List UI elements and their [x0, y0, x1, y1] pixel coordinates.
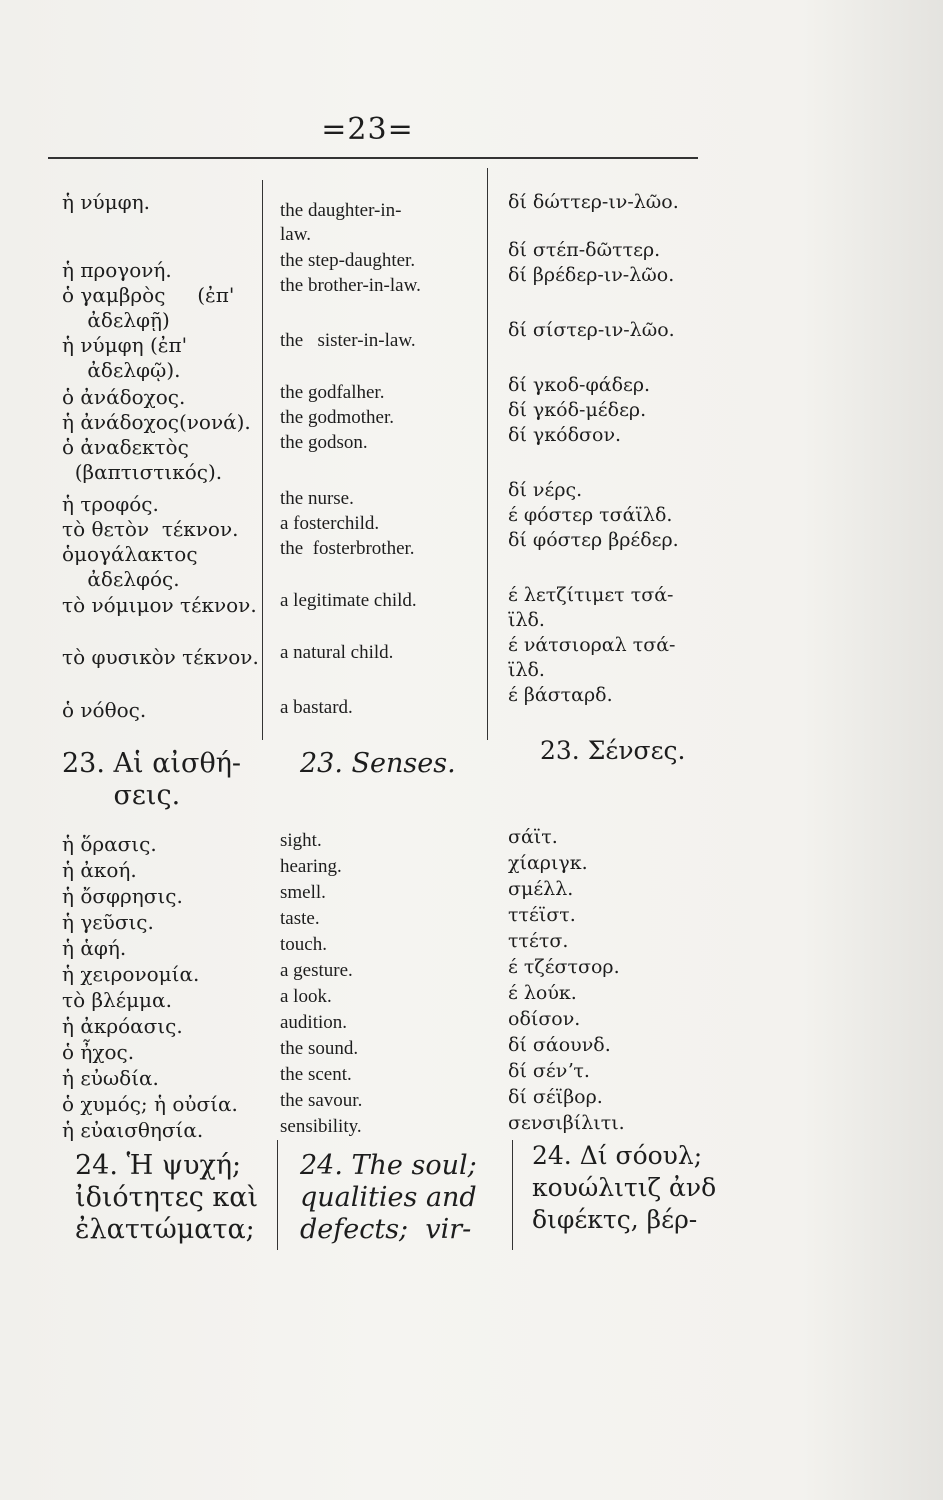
english-translation: a look. [280, 986, 332, 1007]
greek-term: ὁ ἦχος. [62, 1040, 135, 1064]
greek-term: ἀδελφῷ). [62, 358, 181, 382]
english-translation: taste. [280, 908, 320, 929]
section-24-english-line: 24. The soul; [300, 1150, 477, 1181]
english-translation: the godmother. [280, 407, 394, 428]
english-translation: the godson. [280, 432, 368, 453]
pronunciation-entry: ττέϊστ. [508, 904, 576, 926]
pronunciation-entry: δί γκοδ-φάδερ. [508, 374, 651, 396]
greek-term: ὁ χυμός; ἡ οὐσία. [62, 1092, 238, 1116]
pronunciation-entry: σάϊτ. [508, 826, 558, 848]
greek-term: ἡ προγονή. [62, 258, 172, 282]
english-translation: hearing. [280, 856, 342, 877]
pronunciation-entry: οδίσον. [508, 1008, 581, 1030]
english-translation: a legitimate child. [280, 590, 417, 611]
english-translation: the savour. [280, 1090, 363, 1111]
header-rule [48, 157, 698, 159]
section-24-greek-line: ἐλαττώματα; [75, 1214, 255, 1245]
column-divider-right-lower [512, 1140, 513, 1250]
greek-term: ὁ νόθος. [62, 698, 147, 722]
pronunciation-entry: σμέλλ. [508, 878, 574, 900]
pronunciation-entry: έ νάτσιοραλ τσά- [508, 634, 676, 656]
english-translation: the sound. [280, 1038, 359, 1059]
pronunciation-entry: ττέτσ. [508, 930, 569, 952]
pronunciation-entry: δί σένʼτ. [508, 1060, 590, 1082]
section-heading-greek-line: 23. Αἱ αἰσθή- [62, 748, 241, 779]
english-translation: the sister-in-law. [280, 330, 416, 351]
english-translation: a fosterchild. [280, 513, 380, 534]
greek-term: ἀδελφός. [62, 567, 180, 591]
greek-term: τὸ θετὸν τέκνον. [62, 517, 239, 541]
greek-term: ὁμογάλακτος [62, 542, 198, 566]
english-translation: touch. [280, 934, 327, 955]
pronunciation-entry: δί φόστερ βρέδερ. [508, 529, 679, 551]
section-24-heading-english [300, 1150, 477, 1246]
pronunciation-entry: ϊλδ. [508, 609, 545, 631]
section-heading-english: 23. Senses. [300, 748, 456, 779]
greek-term: ἡ ὄσφρησις. [62, 884, 183, 908]
section-24-pron-line: 24. Δί σόουλ; [532, 1141, 703, 1170]
english-translation: smell. [280, 882, 326, 903]
english-translation: a gesture. [280, 960, 353, 981]
english-translation: the step-daughter. [280, 250, 416, 271]
column-divider-left-lower [277, 1140, 278, 1250]
section-heading-pronunciation: 23. Σένσες. [540, 736, 686, 765]
pronunciation-entry: δί σάουνδ. [508, 1034, 611, 1056]
pronunciation-entry: δί δώττερ-ιν-λῶο. [508, 191, 679, 213]
greek-term: (βαπτιστικός). [62, 460, 223, 484]
greek-term: ἡ εὐωδία. [62, 1066, 159, 1090]
greek-term: ἡ ἀνάδοχος(νονά). [62, 410, 251, 434]
greek-term: ἡ χειρονομία. [62, 962, 200, 986]
english-translation: sight. [280, 830, 322, 851]
greek-term: ἡ ὅρασις. [62, 832, 157, 856]
english-translation: the daughter-in- [280, 200, 402, 221]
english-translation: the godfalher. [280, 382, 385, 403]
pronunciation-entry: δί βρέδερ-ιν-λῶο. [508, 264, 675, 286]
pronunciation-entry: δί σέϊβορ. [508, 1086, 603, 1108]
greek-term: τὸ βλέμμα. [62, 988, 172, 1012]
greek-term: ἡ ἀκρόασις. [62, 1014, 183, 1038]
greek-term: ἡ ἀκοή. [62, 858, 137, 882]
english-translation: the scent. [280, 1064, 352, 1085]
english-translation: law. [280, 224, 311, 245]
english-translation: a bastard. [280, 697, 353, 718]
greek-term: τὸ φυσικὸν τέκνον. [62, 645, 259, 669]
pronunciation-entry: έ λούκ. [508, 982, 577, 1004]
greek-term: ὁ γαμβρὸς (ἐπ' [62, 283, 235, 307]
pronunciation-entry: σενσιβίλιτι. [508, 1112, 625, 1134]
english-translation: the brother-in-law. [280, 275, 421, 296]
greek-term: ἡ νύμφη. [62, 190, 150, 214]
section-24-heading-greek [75, 1150, 258, 1246]
pronunciation-entry: ϊλδ. [508, 659, 545, 681]
pronunciation-entry: έ τζέστσορ. [508, 956, 620, 978]
column-divider-right-upper [487, 168, 488, 740]
page-number: =23= [321, 112, 414, 147]
greek-term: ἡ τροφός. [62, 492, 159, 516]
english-translation: audition. [280, 1012, 348, 1033]
pronunciation-entry: δί γκόδ-μέδερ. [508, 399, 647, 421]
section-24-pron-line: κουώλιτιζ ἀνδ [532, 1173, 717, 1202]
pronunciation-entry: δί σίστερ-ιν-λῶο. [508, 319, 675, 341]
section-24-pron-line: διφέκτς, βέρ- [532, 1205, 698, 1234]
greek-term: ἡ νύμφη (ἐπ' [62, 333, 188, 357]
section-heading-greek [62, 748, 241, 812]
pronunciation-entry: δί νέρς. [508, 479, 583, 501]
english-translation: the fosterbrother. [280, 538, 415, 559]
greek-term: ἀδελφῇ) [62, 308, 170, 332]
english-translation: the nurse. [280, 488, 354, 509]
section-24-english-line: qualities and [300, 1182, 477, 1213]
english-translation: sensibility. [280, 1116, 362, 1137]
section-24-english-line: defects; vir- [300, 1214, 472, 1245]
section-heading-greek-line: σεις. [62, 780, 181, 811]
column-divider-left-upper [262, 180, 263, 740]
greek-term: ὁ ἀναδεκτὸς [62, 435, 189, 459]
greek-term: ἡ γεῦσις. [62, 910, 154, 934]
section-24-greek-line: 24. Ἡ ψυχή; [75, 1150, 242, 1181]
pronunciation-entry: χίαριγκ. [508, 852, 588, 874]
english-translation: a natural child. [280, 642, 394, 663]
pronunciation-entry: έ φόστερ τσάϊλδ. [508, 504, 673, 526]
greek-term: ἡ ἁφή. [62, 936, 127, 960]
pronunciation-entry: έ λετζίτιμετ τσά- [508, 584, 674, 606]
greek-term: ἡ εὐαισθησία. [62, 1118, 204, 1142]
section-24-heading-pronunciation [532, 1140, 716, 1236]
pronunciation-entry: έ βάσταρδ. [508, 684, 613, 706]
pronunciation-entry: δί γκόδσον. [508, 424, 622, 446]
greek-term: ὁ ἀνάδοχος. [62, 385, 186, 409]
greek-term: τὸ νόμιμον τέκνον. [62, 593, 257, 617]
pronunciation-entry: δί στέπ-δῶττερ. [508, 239, 661, 261]
section-24-greek-line: ἰδιότητες καὶ [75, 1182, 259, 1213]
